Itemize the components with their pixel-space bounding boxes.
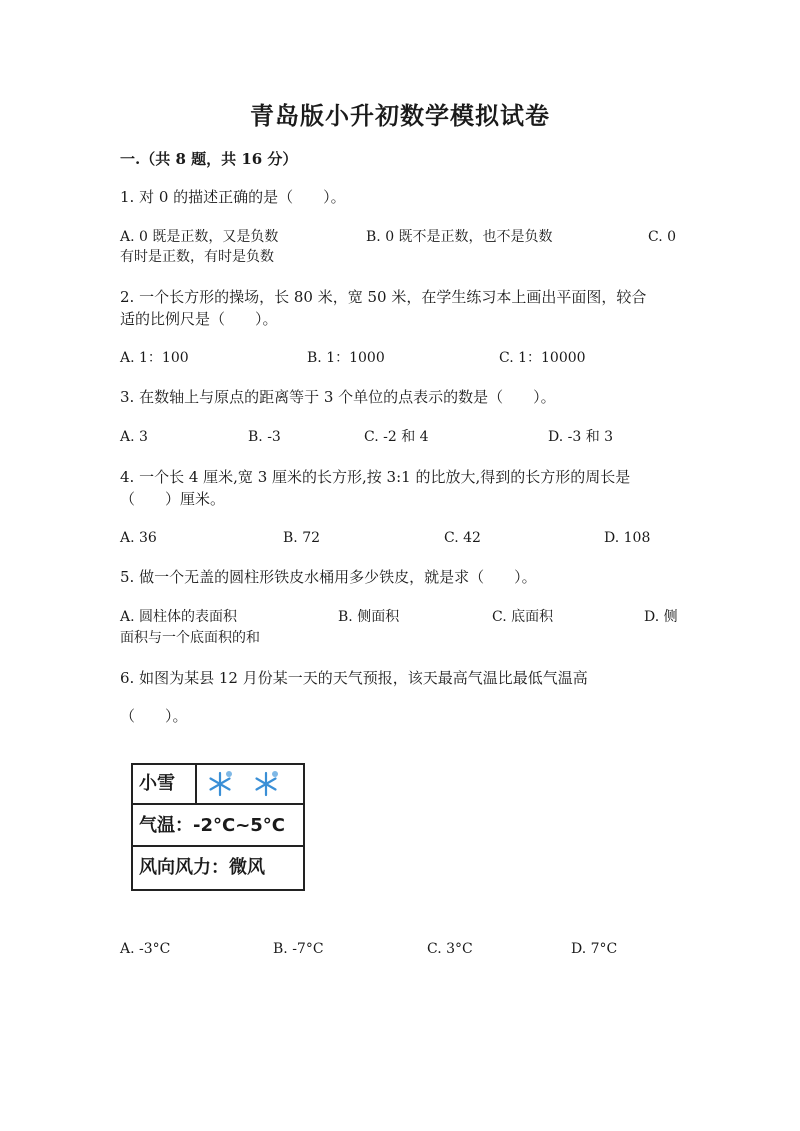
snowflake-icon [205, 769, 235, 799]
question-6-stem-line1: 6. 如图为某县 12 月份某一天的天气预报，该天最高气温比最低气温高 [120, 669, 588, 687]
question-4-option-b: B. 72 [283, 530, 321, 546]
question-6-option-b: B. -7°C [273, 941, 324, 957]
question-1-stem: 1. 对 0 的描述正确的是（ ）。 [120, 188, 346, 206]
question-3-option-a: A. 3 [120, 429, 148, 445]
question-6-option-d: D. 7°C [571, 941, 618, 957]
question-5-option-d: D. 侧 [644, 609, 678, 625]
snowflake-icon [251, 769, 281, 799]
question-6-option-c: C. 3°C [427, 941, 473, 957]
question-1-option-b: B. 0 既不是正数，也不是负数 [366, 229, 553, 245]
question-2-option-c: C. 1：10000 [499, 350, 586, 366]
page-title: 青岛版小升初数学模拟试卷 [250, 101, 550, 130]
weather-forecast-card [131, 763, 305, 891]
question-2-option-a: A. 1：100 [120, 350, 189, 366]
question-1-option-c: C. 0 [648, 229, 677, 245]
question-4-option-c: C. 42 [444, 530, 481, 546]
question-2-option-b: B. 1：1000 [307, 350, 385, 366]
question-5-stem: 5. 做一个无盖的圆柱形铁皮水桶用多少铁皮，就是求（ ）。 [120, 568, 537, 586]
question-4-stem-line2: （ ）厘米。 [120, 490, 226, 508]
question-1-option-c-continued: 有时是正数，有时是负数 [120, 249, 274, 265]
question-5-option-d-continued: 面积与一个底面积的和 [120, 630, 260, 646]
section-header: 一.（共 8 题，共 16 分） [120, 150, 298, 168]
question-5-option-b: B. 侧面积 [338, 609, 400, 625]
question-4-stem-line1: 4. 一个长 4 厘米,宽 3 厘米的长方形,按 3:1 的比放大,得到的长方形的周长是 [120, 468, 631, 486]
question-3-option-c: C. -2 和 4 [364, 429, 429, 445]
weather-wind: 风向风力：微风 [139, 857, 265, 878]
question-4-option-a: A. 36 [120, 530, 157, 546]
question-5-option-a: A. 圆柱体的表面积 [120, 609, 238, 625]
question-5-option-c: C. 底面积 [492, 609, 554, 625]
question-2-stem-line2: 适的比例尺是（ ）。 [120, 310, 278, 328]
question-6-option-a: A. -3°C [120, 941, 171, 957]
weather-condition: 小雪 [133, 765, 197, 803]
weather-temperature: 气温：-2°C~5°C [133, 807, 303, 847]
question-3-stem: 3. 在数轴上与原点的距离等于 3 个单位的点表示的数是（ ）。 [120, 388, 556, 406]
question-4-option-d: D. 108 [604, 530, 651, 546]
question-1-option-a: A. 0 既是正数，又是负数 [120, 229, 279, 245]
question-6-stem-line2: （ ）。 [120, 707, 188, 725]
weather-row-condition [133, 765, 303, 805]
question-2-stem-line1: 2. 一个长方形的操场，长 80 米，宽 50 米，在学生练习本上画出平面图，较合 [120, 288, 647, 306]
question-3-option-d: D. -3 和 3 [548, 429, 614, 445]
question-3-option-b: B. -3 [248, 429, 281, 445]
